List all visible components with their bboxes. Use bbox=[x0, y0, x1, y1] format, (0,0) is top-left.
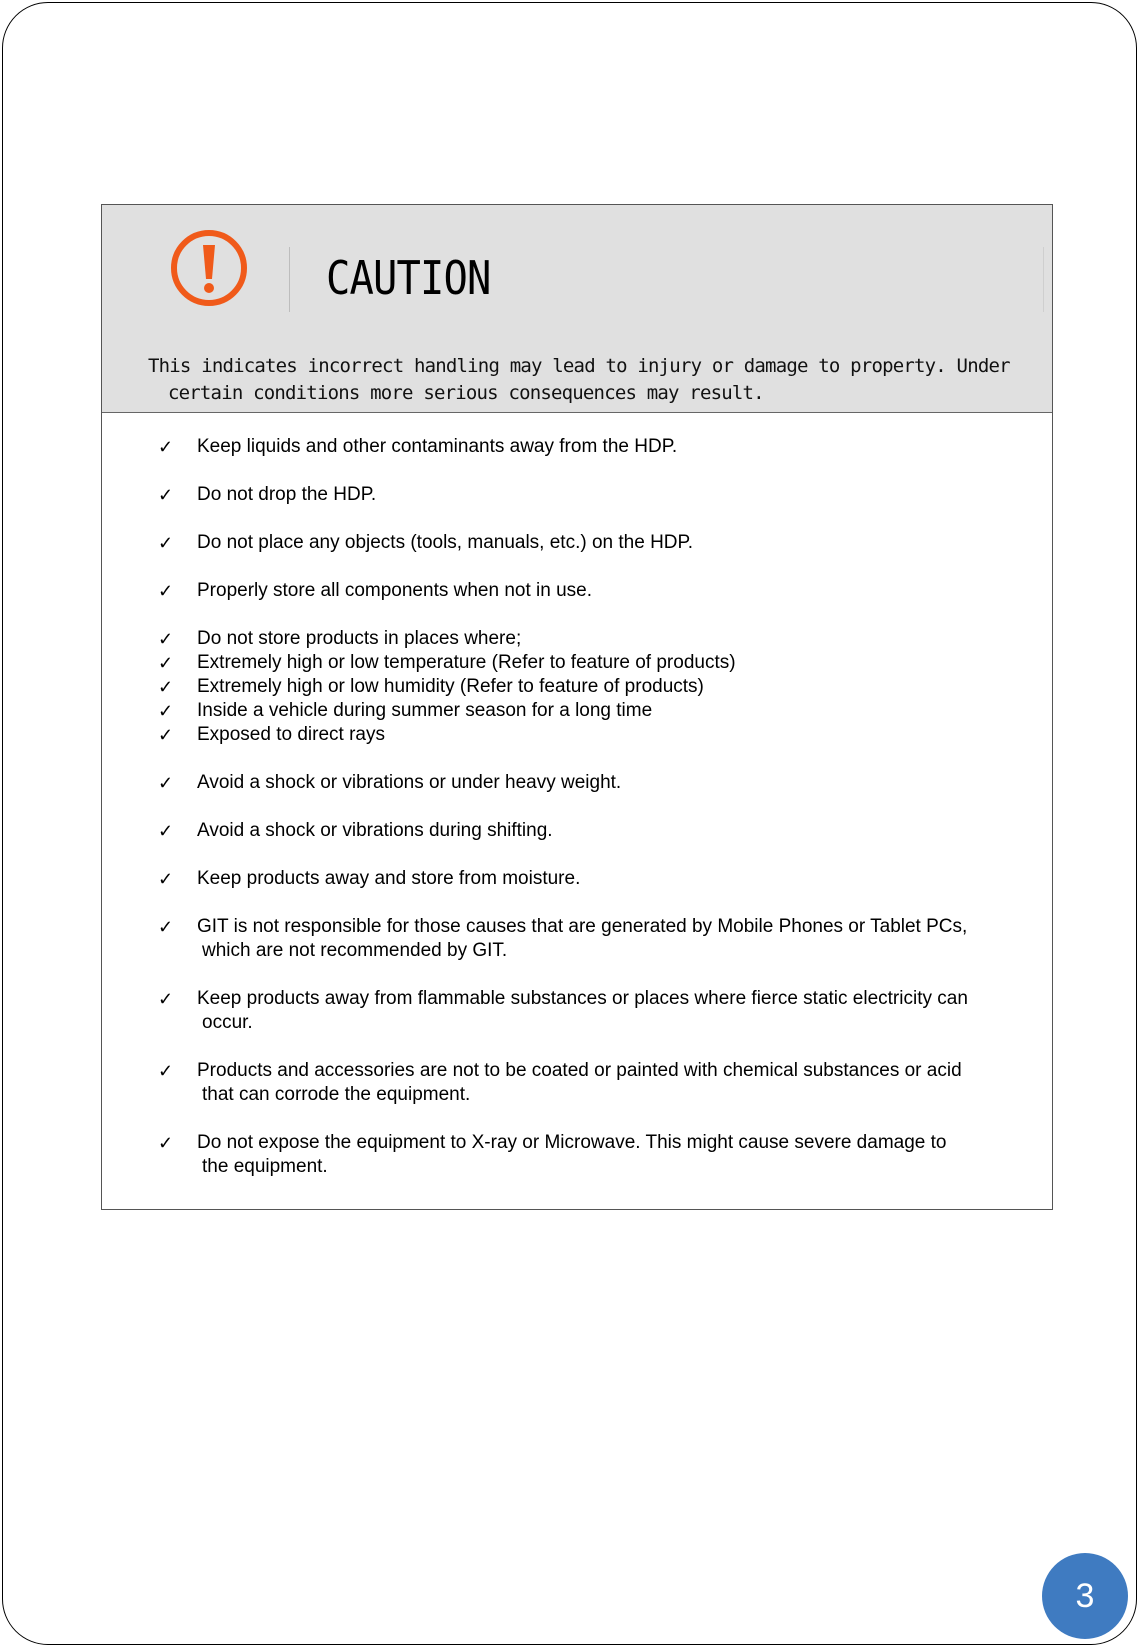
list-item bbox=[158, 699, 1044, 723]
list-item-text: Extremely high or low temperature (Refer to feature of products) bbox=[197, 652, 736, 673]
list-item-text: Keep products away and store from moisture. bbox=[197, 868, 581, 889]
checkmark-icon: ✓ bbox=[158, 869, 174, 889]
list-item-text: Inside a vehicle during summer season for a long time bbox=[197, 700, 653, 721]
list-item-text: Avoid a shock or vibrations or under heavy weight. bbox=[197, 772, 622, 793]
list-item bbox=[158, 915, 1044, 963]
caution-header bbox=[102, 205, 1052, 413]
list-item-text: Do not drop the HDP. bbox=[197, 484, 377, 505]
list-item-text: Properly store all components when not in use. bbox=[197, 580, 592, 601]
list-item bbox=[158, 531, 1044, 555]
list-item bbox=[158, 651, 1044, 675]
caution-description bbox=[148, 353, 1028, 407]
checkmark-icon: ✓ bbox=[158, 1061, 174, 1081]
list-item bbox=[158, 771, 1044, 795]
list-item bbox=[158, 987, 1044, 1035]
checkmark-icon: ✓ bbox=[158, 725, 174, 745]
list-item-text: Do not place any objects (tools, manuals, etc.) on the HDP. bbox=[197, 532, 694, 553]
checkmark-icon: ✓ bbox=[158, 1133, 174, 1153]
checkmark-icon: ✓ bbox=[158, 917, 174, 937]
checkmark-icon: ✓ bbox=[158, 485, 174, 505]
list-item bbox=[158, 867, 1044, 891]
list-item bbox=[158, 627, 1044, 651]
list-item bbox=[158, 1059, 1044, 1107]
caution-list bbox=[158, 435, 1044, 1179]
checkmark-icon: ✓ bbox=[158, 773, 174, 793]
list-item-continuation: occur. bbox=[202, 1012, 253, 1033]
checkmark-icon: ✓ bbox=[158, 629, 174, 649]
checkmark-icon: ✓ bbox=[158, 989, 174, 1009]
list-item bbox=[158, 819, 1044, 843]
list-item-text: Extremely high or low humidity (Refer to feature of products) bbox=[197, 676, 704, 697]
header-divider-right bbox=[1043, 247, 1044, 312]
page-number-badge: 3 bbox=[1042, 1553, 1128, 1639]
checkmark-icon: ✓ bbox=[158, 437, 174, 457]
checkmark-icon: ✓ bbox=[158, 701, 174, 721]
list-item-text: Exposed to direct rays bbox=[197, 724, 385, 745]
list-item-text: Keep liquids and other contaminants away from the HDP. bbox=[197, 436, 678, 457]
caution-description-line2: certain conditions more serious consequences may result. bbox=[168, 382, 764, 404]
list-item-text: Do not store products in places where; bbox=[197, 628, 522, 649]
list-item-continuation: the equipment. bbox=[202, 1156, 328, 1177]
list-item bbox=[158, 579, 1044, 603]
list-item bbox=[158, 435, 1044, 459]
list-item bbox=[158, 723, 1044, 747]
checkmark-icon: ✓ bbox=[158, 677, 174, 697]
list-item-text: Products and accessories are not to be coated or painted with chemical substances or acid bbox=[197, 1060, 962, 1081]
header-divider bbox=[289, 247, 290, 312]
checkmark-icon: ✓ bbox=[158, 653, 174, 673]
list-item-text: GIT is not responsible for those causes that are generated by Mobile Phones or Tablet PCs, bbox=[197, 916, 968, 937]
list-item-text: Keep products away from flammable substances or places where fierce static electricity can bbox=[197, 988, 968, 1009]
list-item bbox=[158, 1131, 1044, 1179]
checkmark-icon: ✓ bbox=[158, 581, 174, 601]
list-item-continuation: which are not recommended by GIT. bbox=[202, 940, 508, 961]
caution-description-line1: This indicates incorrect handling may lead to injury or damage to property. Under bbox=[148, 355, 1010, 377]
caution-box bbox=[101, 204, 1053, 1210]
list-item-text: Do not expose the equipment to X-ray or Microwave. This might cause severe damage to bbox=[197, 1132, 947, 1153]
exclamation-circle-icon bbox=[168, 227, 250, 309]
list-item-continuation: that can corrode the equipment. bbox=[202, 1084, 471, 1105]
checkmark-icon: ✓ bbox=[158, 533, 174, 553]
list-item bbox=[158, 483, 1044, 507]
list-item-text: Avoid a shock or vibrations during shifting. bbox=[197, 820, 553, 841]
checkmark-icon: ✓ bbox=[158, 821, 174, 841]
caution-title: CAUTION bbox=[326, 251, 491, 305]
list-item bbox=[158, 675, 1044, 699]
